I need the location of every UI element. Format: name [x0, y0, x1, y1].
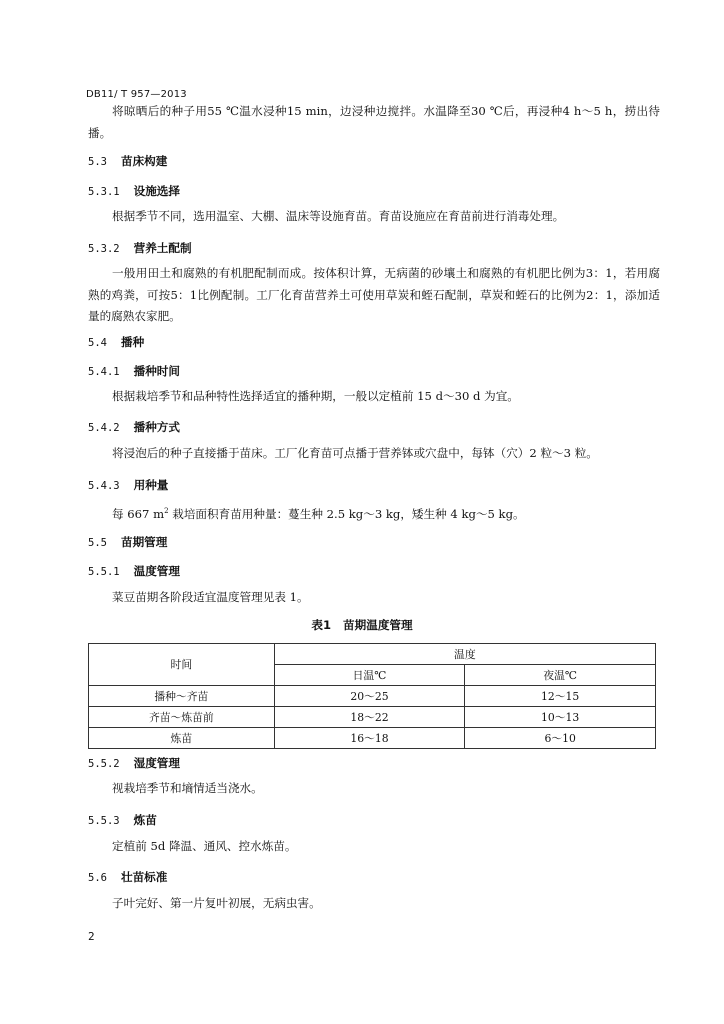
paragraph-nutrient-soil: 一般用田土和腐熟的有机肥配制而成。按体积计算，无病菌的砂壤土和腐熟的有机肥比例为3：1，若用腐熟的鸡粪，可按5：1比例配制。工厂化育苗营养土可使用草炭和蛭石配制，草炭和蛭石的比例为2：1，添加适量的腐熟农家肥。	[88, 266, 660, 323]
section-title: 设施选择	[133, 184, 180, 198]
section-5-5-2	[88, 755, 180, 771]
table-caption	[0, 617, 724, 633]
section-title: 播种时间	[133, 364, 180, 378]
section-5-3-2	[88, 240, 192, 256]
section-title: 播种方式	[133, 420, 180, 434]
section-number: 5.5.3	[88, 815, 120, 827]
page-number: 2	[88, 930, 95, 943]
section-number: 5.3.1	[88, 186, 120, 198]
section-5-4-1	[88, 363, 180, 379]
table-row	[89, 686, 656, 707]
section-title: 炼苗	[133, 813, 157, 827]
section-title: 用种量	[133, 478, 169, 492]
section-number: 5.5.1	[88, 566, 120, 578]
cell-night: 6～10	[465, 728, 656, 749]
paragraph-sowing-time: 根据栽培季节和品种特性选择适宜的播种期，一般以定植前 15 d～30 d 为宜。	[112, 389, 519, 403]
paragraph-temperature: 菜豆苗期各阶段适宜温度管理见表 1。	[112, 590, 309, 604]
section-number: 5.5	[88, 537, 107, 549]
section-title: 湿度管理	[133, 756, 180, 770]
section-number: 5.4	[88, 337, 107, 349]
section-5-4-3	[88, 477, 168, 493]
table-header-row	[89, 644, 656, 665]
seed-amount-text-a: 每 667 m	[112, 506, 165, 521]
section-title: 营养土配制	[133, 241, 192, 255]
section-number: 5.3	[88, 156, 107, 168]
standard-number: DB11/ T 957—2013	[86, 89, 187, 100]
table-row	[89, 707, 656, 728]
section-number: 5.4.3	[88, 480, 120, 492]
section-number: 5.3.2	[88, 243, 120, 255]
section-title: 苗期管理	[120, 535, 168, 549]
section-number: 5.6	[88, 872, 107, 884]
table-row	[89, 728, 656, 749]
section-number: 5.4.1	[88, 366, 120, 378]
section-title: 温度管理	[133, 564, 180, 578]
paragraph-seed-amount	[88, 501, 660, 525]
table-title: 苗期温度管理	[343, 618, 413, 632]
section-5-5	[88, 534, 167, 550]
paragraph-facility: 根据季节不同，选用温室、大棚、温床等设施育苗。育苗设施应在育苗前进行消毒处理。	[112, 209, 565, 223]
section-5-5-3	[88, 812, 157, 828]
section-5-5-1	[88, 563, 180, 579]
section-5-4	[88, 334, 144, 350]
cell-time: 炼苗	[89, 728, 275, 749]
cell-day: 20～25	[274, 686, 465, 707]
temperature-table	[88, 643, 656, 749]
section-number: 5.4.2	[88, 422, 120, 434]
section-5-4-2	[88, 419, 180, 435]
paragraph-humidity: 视栽培季节和墒情适当浇水。	[112, 781, 263, 795]
header-temperature: 温度	[274, 644, 655, 665]
cell-time: 齐苗～炼苗前	[89, 707, 275, 728]
paragraph-hardening: 定植前 5d 降温、通风、控水炼苗。	[112, 839, 297, 853]
paragraph-seedling-standard: 子叶完好、第一片复叶初展，无病虫害。	[112, 896, 321, 910]
cell-time: 播种～齐苗	[89, 686, 275, 707]
section-5-6	[88, 869, 167, 885]
section-title: 苗床构建	[120, 154, 168, 168]
square-superscript: 2	[164, 507, 169, 515]
section-5-3	[88, 153, 167, 169]
cell-day: 16～18	[274, 728, 465, 749]
header-day-temp: 日温℃	[274, 665, 465, 686]
cell-night: 12～15	[465, 686, 656, 707]
table-number: 表1	[311, 618, 332, 632]
section-title: 壮苗标准	[120, 870, 168, 884]
section-title: 播种	[120, 335, 145, 349]
seed-amount-text-b: 栽培面积育苗用种量：蔓生种 2.5 kg～3 kg，矮生种 4 kg～5 kg。	[168, 506, 525, 521]
header-night-temp: 夜温℃	[465, 665, 656, 686]
cell-day: 18～22	[274, 707, 465, 728]
section-5-3-1	[88, 183, 180, 199]
paragraph-seed-soaking: 将晾晒后的种子用55 ℃温水浸种15 min，边浸种边搅拌。水温降至30 ℃后，再浸种4 h～5 h，捞出待播。	[88, 104, 660, 140]
header-time: 时间	[89, 644, 275, 686]
paragraph-sowing-method: 将浸泡后的种子直接播于苗床。工厂化育苗可点播于营养钵或穴盘中，每钵（穴）2 粒～3 粒。	[112, 446, 598, 460]
section-number: 5.5.2	[88, 758, 120, 770]
cell-night: 10～13	[465, 707, 656, 728]
